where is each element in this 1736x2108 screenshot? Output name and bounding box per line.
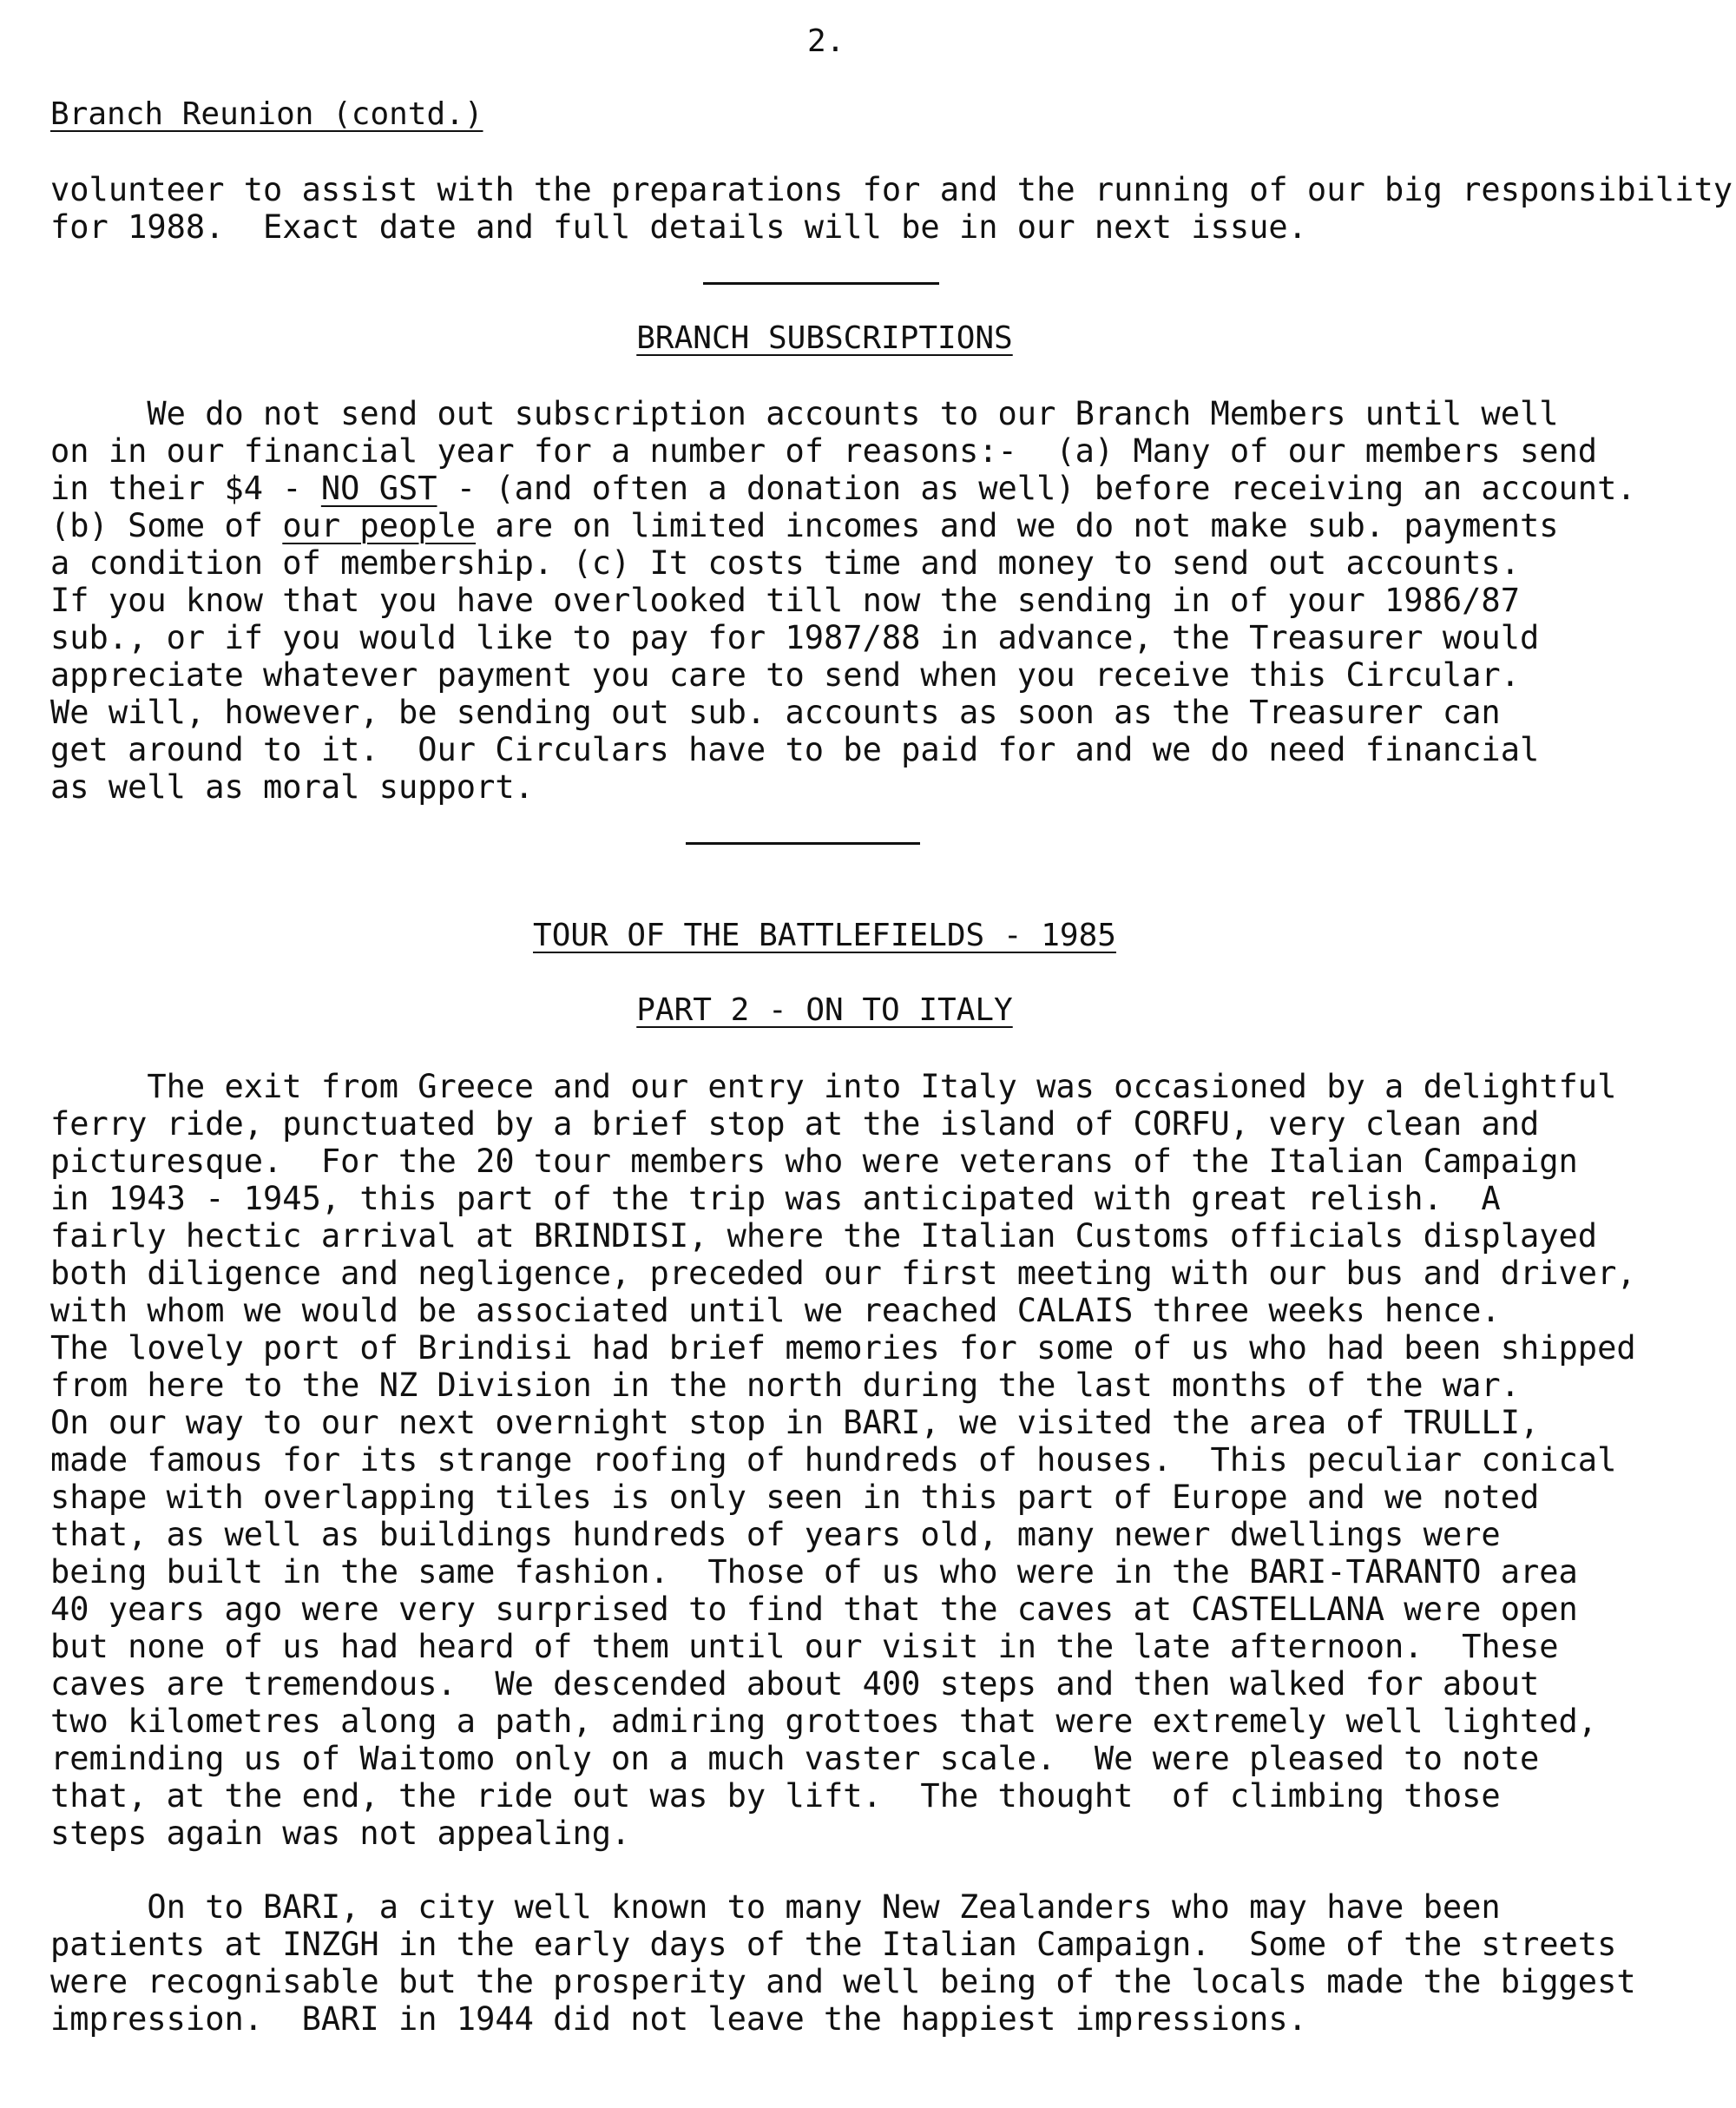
text-segment: (b) Some of xyxy=(50,507,283,544)
text-line: with whom we would be associated until we reached CALAIS three weeks hence. xyxy=(50,1292,1501,1329)
text-line: We do not send out subscription accounts to our Branch Members until well xyxy=(50,395,1559,432)
section-divider xyxy=(686,842,920,845)
text-segment: in their $4 - xyxy=(50,470,321,507)
text-line: patients at INZGH in the early days of the Italian Campaign. Some of the streets xyxy=(50,1926,1617,1963)
page-number: 2. xyxy=(807,23,845,59)
text-line: fairly hectic arrival at BRINDISI, where the Italian Customs officials displayed xyxy=(50,1217,1598,1255)
text-line: in 1943 - 1945, this part of the trip was anticipated with great relish. A xyxy=(50,1180,1501,1217)
text-line: that, at the end, the ride out was by lift. The thought of climbing those xyxy=(50,1777,1501,1815)
text-line: We will, however, be sending out sub. accounts as soon as the Treasurer can xyxy=(50,694,1501,731)
text-line: on in our financial year for a number of reasons:- (a) Many of our members send xyxy=(50,432,1598,470)
subscriptions-heading: BRANCH SUBSCRIPTIONS xyxy=(636,320,1013,356)
text-line: reminding us of Waitomo only on a much vaster scale. We were pleased to note xyxy=(50,1740,1540,1777)
underlined-our-people: our people xyxy=(282,507,477,544)
text-line: but none of us had heard of them until our visit in the late afternoon. These xyxy=(50,1628,1559,1665)
text-line: from here to the NZ Division in the north during the last months of the war. xyxy=(50,1367,1520,1404)
text-line: two kilometres along a path, admiring grottoes that were extremely well lighted, xyxy=(50,1703,1598,1740)
text-line: picturesque. For the 20 tour members who were veterans of the Italian Campaign xyxy=(50,1143,1578,1180)
subscriptions-paragraph xyxy=(50,395,1717,806)
text-segment: - (and often a donation as well) before receiving an account. xyxy=(437,470,1636,507)
text-line: If you know that you have overlooked till now the sending in of your 1986/87 xyxy=(50,582,1520,619)
text-segment: are on limited incomes and we do not make sub. payments xyxy=(476,507,1559,544)
text-line: steps again was not appealing. xyxy=(50,1815,631,1852)
text-line xyxy=(50,470,1717,507)
text-line: impression. BARI in 1944 did not leave the happiest impressions. xyxy=(50,2000,1307,2038)
text-line: being built in the same fashion. Those of us who were in the BARI-TARANTO area xyxy=(50,1553,1578,1591)
text-line: both diligence and negligence, preceded our first meeting with our bus and driver, xyxy=(50,1255,1636,1292)
text-line: appreciate whatever payment you care to send when you receive this Circular. xyxy=(50,656,1520,694)
text-line: 40 years ago were very surprised to find that the caves at CASTELLANA were open xyxy=(50,1591,1578,1628)
text-line: volunteer to assist with the preparations for and the running of our big responsibility xyxy=(50,171,1733,208)
text-line: On our way to our next overnight stop in BARI, we visited the area of TRULLI, xyxy=(50,1404,1540,1441)
text-line: shape with overlapping tiles is only seen in this part of Europe and we noted xyxy=(50,1479,1540,1516)
tour-heading: TOUR OF THE BATTLEFIELDS - 1985 xyxy=(533,918,1116,953)
text-line: as well as moral support. xyxy=(50,768,534,806)
text-line: sub., or if you would like to pay for 1987/88 in advance, the Treasurer would xyxy=(50,619,1540,656)
text-line: that, as well as buildings hundreds of years old, many newer dwellings were xyxy=(50,1516,1501,1553)
text-line: ferry ride, punctuated by a brief stop at the island of CORFU, very clean and xyxy=(50,1105,1540,1143)
text-line: a condition of membership. (c) It costs time and money to send out accounts. xyxy=(50,544,1520,582)
text-line: On to BARI, a city well known to many New Zealanders who may have been xyxy=(50,1888,1501,1926)
text-line: get around to it. Our Circulars have to be paid for and we do need financial xyxy=(50,731,1540,768)
reunion-paragraph xyxy=(50,171,1733,246)
text-line: The exit from Greece and our entry into Italy was occasioned by a delightful xyxy=(50,1068,1617,1105)
text-line: made famous for its strange roofing of hundreds of houses. This peculiar conical xyxy=(50,1441,1617,1479)
text-line: were recognisable but the prosperity and well being of the locals made the biggest xyxy=(50,1963,1636,2000)
text-line: The lovely port of Brindisi had brief memories for some of us who had been shipped xyxy=(50,1329,1636,1367)
tour-paragraph-1 xyxy=(50,1068,1717,1852)
text-line: caves are tremendous. We descended about 400 steps and then walked for about xyxy=(50,1665,1540,1703)
tour-paragraph-2 xyxy=(50,1888,1717,2038)
text-line xyxy=(50,507,1717,544)
continued-heading: Branch Reunion (contd.) xyxy=(50,96,483,132)
section-divider xyxy=(703,282,939,285)
text-line: for 1988. Exact date and full details will be in our next issue. xyxy=(50,208,1307,246)
tour-subheading: PART 2 - ON TO ITALY xyxy=(636,992,1013,1028)
underlined-no-gst: NO GST xyxy=(320,470,437,507)
